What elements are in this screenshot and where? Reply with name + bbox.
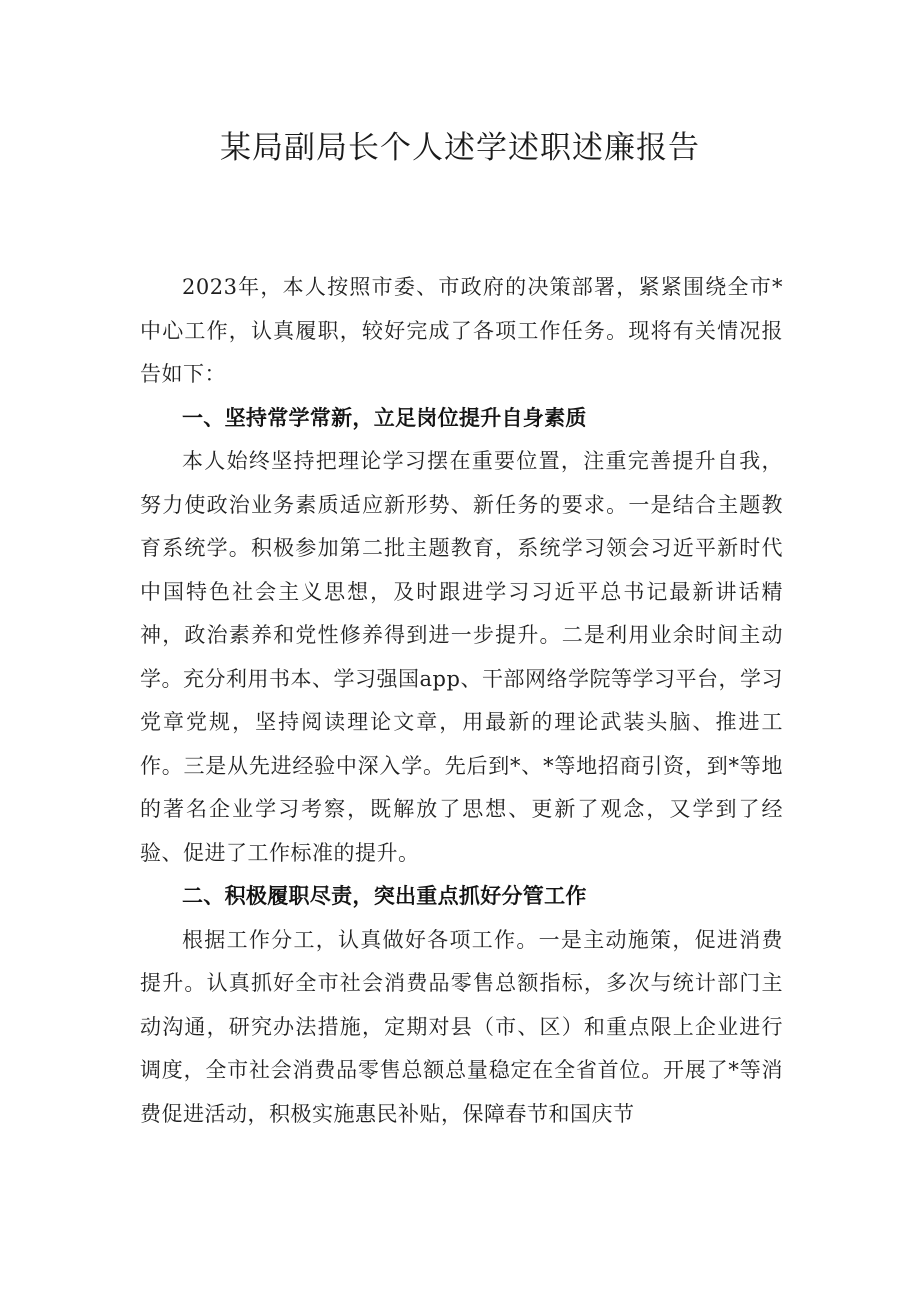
section-1-paragraph: 本人始终坚持把理论学习摆在重要位置，注重完善提升自我，努力使政治业务素质适应新形势、新任务的要求。一是结合主题教育系统学。积极参加第二批主题教育，系统学习领会习近平新时代中国特色社会主义思想，及时跟进学习习近平总书记最新讲话精神，政治素养和党性修养得到进一步提升。二是利用业余时间主动学。充分利用书本、学习强国app、干部网络学院等学习平台，学习党章党规，坚持阅读理论文章，用最新的理论武装头脑、推进工作。三是从先进经验中深入学。先后到*、*等地招商引资，到*等地的著名企业学习考察，既解放了思想、更新了观念，又学到了经验、促进了工作标准的提升。 — [140, 449, 783, 865]
section-2-heading: 二、积极履职尽责，突出重点抓好分管工作 — [182, 884, 587, 908]
document-body — [140, 266, 783, 1136]
section-1-heading: 一、坚持常学常新，立足岗位提升自身素质 — [182, 405, 587, 430]
section-2-paragraph: 根据工作分工，认真做好各项工作。一是主动施策，促进消费提升。认真抓好全市社会消费品零售总额指标，多次与统计部门主动沟通，研究办法措施，定期对县（市、区）和重点限上企业进行调度，全市社会消费品零售总额总量稳定在全省首位。开展了*等消费促进活动，积极实施惠民补贴，保障春节和国庆节 — [140, 927, 783, 1126]
intro-paragraph: 2023年，本人按照市委、市政府的决策部署，紧紧围绕全市*中心工作，认真履职，较好完成了各项工作任务。现将有关情况报告如下： — [140, 275, 783, 386]
document-title: 某局副局长个人述学述职述廉报告 — [220, 130, 700, 166]
